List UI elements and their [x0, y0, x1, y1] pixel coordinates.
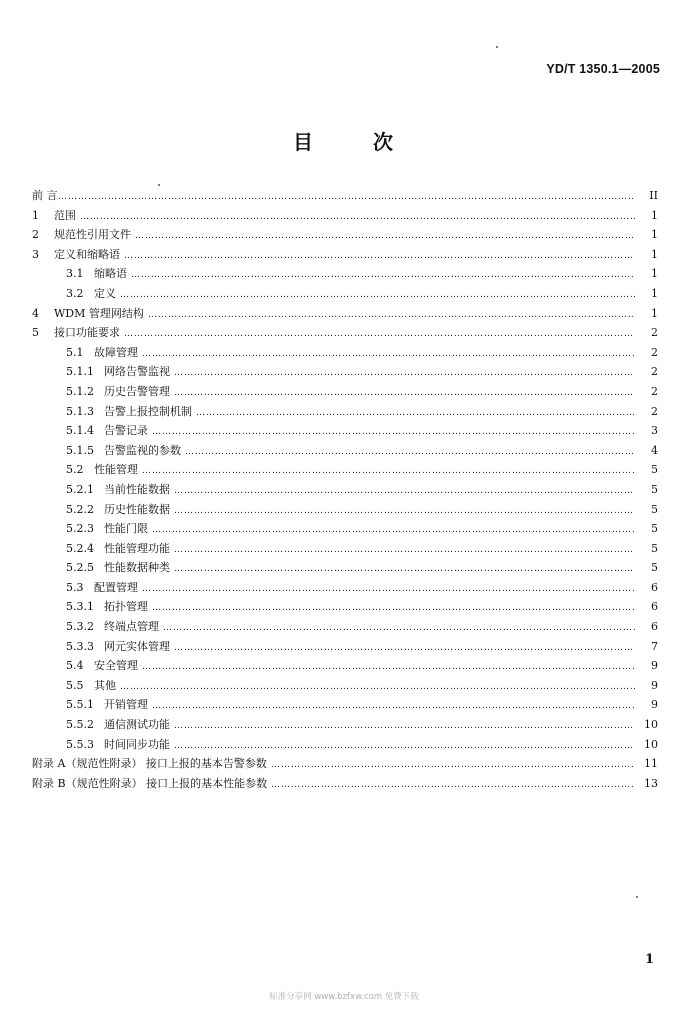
toc-entry-page: 1 — [651, 228, 658, 242]
toc-entry-label: 时间同步功能 — [104, 737, 170, 751]
toc-leader-dots — [142, 658, 635, 678]
toc-entry-label: 网元实体管理 — [104, 639, 170, 653]
toc-leader-dots — [174, 482, 635, 502]
toc-leader-dots — [185, 443, 635, 463]
toc-entry-label: 接口功能要求 — [54, 326, 120, 340]
toc-leader-dots — [174, 502, 635, 522]
toc-leader-dots — [124, 247, 635, 267]
toc-entry — [32, 460, 658, 480]
toc-entry — [32, 225, 658, 245]
toc-entry-number: 1 — [32, 208, 39, 222]
standard-code: YD/T 1350.1—2005 — [546, 62, 660, 76]
toc-leader-dots — [152, 599, 635, 619]
toc-entry — [32, 676, 658, 696]
toc-entry-label: 拓扑管理 — [104, 600, 148, 614]
toc-entry — [32, 558, 658, 578]
toc-entry — [32, 715, 658, 735]
toc-entry-number: 5.5.3 — [66, 737, 94, 751]
toc-leader-dots — [174, 639, 635, 659]
toc-entry-page: 5 — [651, 482, 658, 496]
toc-entry-page: 5 — [651, 541, 658, 555]
toc-leader-dots — [174, 717, 635, 737]
toc-entry-page: 1 — [651, 306, 658, 320]
toc-leader-dots — [142, 345, 635, 365]
toc-entry — [32, 304, 658, 324]
toc-entry-number: 5.2.3 — [66, 522, 94, 536]
toc-entry-page: 7 — [651, 639, 658, 653]
toc-entry — [32, 402, 658, 422]
toc-entry-page: 1 — [651, 267, 658, 281]
toc-entry-number: 5.5 — [66, 678, 84, 692]
toc-entry — [32, 441, 658, 461]
toc-entry-page: 1 — [651, 247, 658, 261]
toc-entry-page: 5 — [651, 522, 658, 536]
toc-entry — [32, 206, 658, 226]
toc-entry — [32, 637, 658, 657]
toc-leader-dots — [135, 227, 635, 247]
toc-entry-number: 3 — [32, 247, 39, 261]
toc-entry-number: 3.1 — [66, 267, 84, 281]
toc-entry-label: 性能门限 — [104, 522, 148, 536]
toc-entry-number: 5.1.1 — [66, 365, 94, 379]
toc-entry-page: 3 — [651, 424, 658, 438]
toc-leader-dots — [124, 325, 635, 345]
toc-entry-label: 其他 — [94, 678, 116, 692]
toc-entry-page: 2 — [651, 384, 658, 398]
toc-entry-number: 5.1 — [66, 345, 84, 359]
toc-entry-label: 规范性引用文件 — [54, 228, 131, 242]
toc-leader-dots — [58, 188, 635, 208]
toc-entry-number: 5.1.3 — [66, 404, 94, 418]
toc-entry-number: 5.2 — [66, 463, 84, 477]
toc-entry — [32, 264, 658, 284]
toc-entry-label: 性能管理 — [94, 463, 138, 477]
toc-entry-number: 5.3 — [66, 580, 84, 594]
toc-entry-label: 开销管理 — [104, 698, 148, 712]
toc-entry-label: 告警监视的参数 — [104, 443, 181, 457]
toc-entry-label: 附录 B（规范性附录） 接口上报的基本性能参数 — [32, 776, 268, 790]
toc-entry-page: 5 — [651, 463, 658, 477]
toc-entry — [32, 539, 658, 559]
toc-entry-label: 历史性能数据 — [104, 502, 170, 516]
toc-entry-page: 4 — [651, 443, 658, 457]
toc-leader-dots — [163, 619, 635, 639]
toc-entry-page: 9 — [651, 659, 658, 673]
toc-entry-label: 故障管理 — [94, 345, 138, 359]
toc-entry-label: 缩略语 — [94, 267, 127, 281]
toc-entry-number: 5.2.4 — [66, 541, 94, 555]
toc-entry — [32, 774, 658, 794]
toc-entry-label: 终端点管理 — [104, 620, 159, 634]
toc-entry-page: 1 — [651, 208, 658, 222]
toc-entry-number: 5.5.1 — [66, 698, 94, 712]
toc-leader-dots — [148, 306, 635, 326]
toc-entry-label: 配置管理 — [94, 580, 138, 594]
toc-entry-page: 2 — [651, 365, 658, 379]
toc-entry-page: 2 — [651, 326, 658, 340]
toc-entry-number: 5 — [32, 326, 39, 340]
toc-entry — [32, 362, 658, 382]
toc-entry-number: 5.3.1 — [66, 600, 94, 614]
toc-entry-number: 3.2 — [66, 286, 84, 300]
scan-speck — [636, 896, 638, 898]
toc-entry — [32, 323, 658, 343]
toc-entry — [32, 421, 658, 441]
table-of-contents — [32, 186, 658, 793]
toc-leader-dots — [271, 776, 635, 796]
toc-entry-number: 5.4 — [66, 659, 84, 673]
toc-entry — [32, 617, 658, 637]
toc-entry — [32, 480, 658, 500]
toc-entry-number: 4 — [32, 306, 39, 320]
toc-entry-page: 9 — [651, 698, 658, 712]
toc-entry-page: 10 — [644, 718, 658, 732]
toc-leader-dots — [174, 541, 635, 561]
toc-entry-label: 定义 — [94, 286, 116, 300]
toc-leader-dots — [142, 462, 635, 482]
toc-entry — [32, 597, 658, 617]
toc-entry — [32, 656, 658, 676]
toc-entry-page: 1 — [651, 286, 658, 300]
toc-entry-page: 11 — [644, 757, 658, 771]
toc-entry-page: 6 — [651, 580, 658, 594]
toc-leader-dots — [174, 384, 635, 404]
toc-entry-number: 5.2.2 — [66, 502, 94, 516]
toc-entry-label: 告警记录 — [104, 424, 148, 438]
toc-entry — [32, 519, 658, 539]
toc-leader-dots — [120, 286, 635, 306]
toc-entry-page: 2 — [651, 345, 658, 359]
toc-entry-page: 6 — [651, 620, 658, 634]
toc-entry-number: 5.1.5 — [66, 443, 94, 457]
toc-entry-label: 定义和缩略语 — [54, 247, 120, 261]
toc-entry-page: 9 — [651, 678, 658, 692]
toc-entry-label: 附录 A（规范性附录） 接口上报的基本告警参数 — [32, 757, 267, 771]
toc-entry-number: 5.3.3 — [66, 639, 94, 653]
toc-entry — [32, 735, 658, 755]
toc-entry-number: 5.2.5 — [66, 561, 94, 575]
toc-entry — [32, 245, 658, 265]
toc-leader-dots — [131, 266, 635, 286]
toc-entry-label: 性能数据种类 — [104, 561, 170, 575]
toc-entry — [32, 578, 658, 598]
toc-entry-number: 2 — [32, 228, 39, 242]
toc-entry-label: 当前性能数据 — [104, 482, 170, 496]
toc-entry — [32, 500, 658, 520]
scan-speck — [496, 46, 498, 48]
toc-entry — [32, 186, 658, 206]
toc-entry-page: II — [649, 189, 658, 202]
toc-entry-label: 通信测试功能 — [104, 718, 170, 732]
toc-entry-number: 前 言 — [32, 189, 58, 202]
toc-leader-dots — [152, 697, 635, 717]
toc-entry-number: 5.3.2 — [66, 620, 94, 634]
toc-entry-label: WDM 管理网结构 — [54, 306, 144, 320]
toc-entry-number: 5.1.2 — [66, 384, 94, 398]
toc-entry — [32, 754, 658, 774]
toc-leader-dots — [196, 404, 635, 424]
toc-entry-label: 网络告警监视 — [104, 365, 170, 379]
toc-entry-label: 性能管理功能 — [104, 541, 170, 555]
toc-entry-page: 13 — [644, 776, 658, 790]
toc-entry-page: 2 — [651, 404, 658, 418]
toc-entry-label: 告警上报控制机制 — [104, 404, 192, 418]
toc-entry-page: 10 — [644, 737, 658, 751]
toc-leader-dots — [142, 580, 635, 600]
toc-entry — [32, 343, 658, 363]
toc-leader-dots — [271, 756, 635, 776]
toc-entry — [32, 284, 658, 304]
toc-entry-label: 历史告警管理 — [104, 384, 170, 398]
toc-entry-page: 5 — [651, 561, 658, 575]
toc-leader-dots — [174, 560, 635, 580]
toc-entry-number: 5.1.4 — [66, 424, 94, 438]
toc-leader-dots — [80, 208, 635, 228]
page-title: 目次 — [293, 130, 453, 154]
toc-leader-dots — [174, 364, 635, 384]
scan-speck — [158, 184, 160, 186]
toc-entry — [32, 695, 658, 715]
toc-entry-number: 5.2.1 — [66, 482, 94, 496]
toc-entry-page: 6 — [651, 600, 658, 614]
toc-leader-dots — [120, 678, 635, 698]
toc-leader-dots — [152, 423, 635, 443]
watermark: 标准分享网 www.bzfxw.com 免费下载 — [269, 992, 419, 1002]
page-number: 1 — [644, 952, 654, 967]
toc-entry-label: 范围 — [54, 208, 76, 222]
toc-entry-page: 5 — [651, 502, 658, 516]
toc-entry-number: 5.5.2 — [66, 718, 94, 732]
toc-entry — [32, 382, 658, 402]
toc-entry-label: 安全管理 — [94, 659, 138, 673]
toc-leader-dots — [152, 521, 635, 541]
